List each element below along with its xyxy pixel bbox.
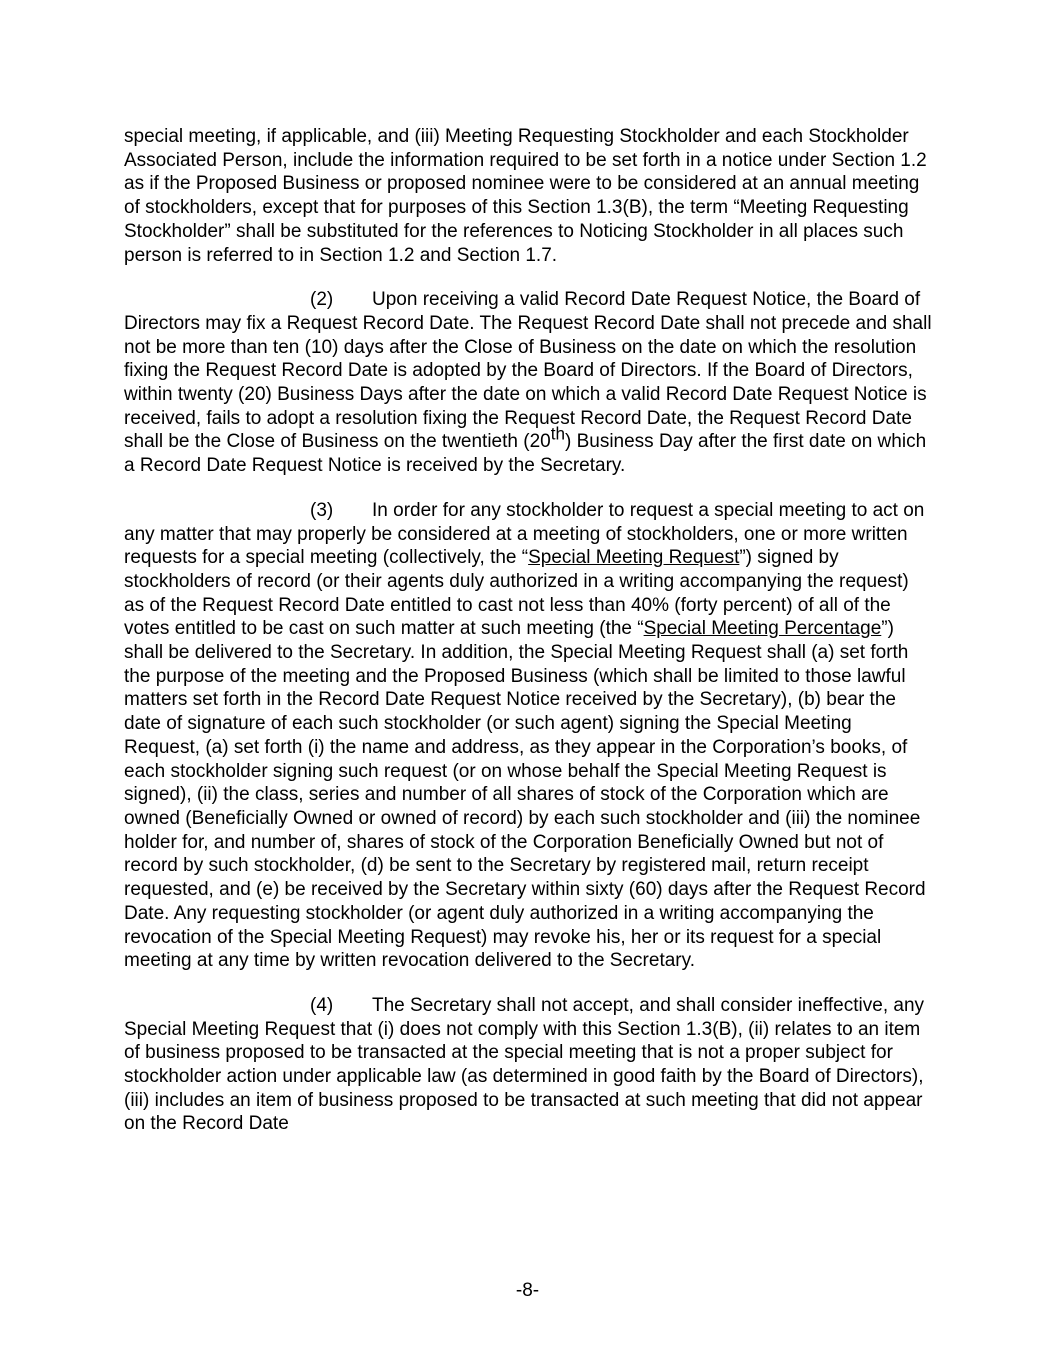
page-number: -8- — [515, 1280, 540, 1301]
paragraph-number: (2) — [310, 289, 334, 311]
paragraph-2 — [124, 288, 932, 478]
paragraph-4 — [124, 994, 932, 1136]
paragraph-number: (4) — [310, 994, 334, 1016]
paragraph-text-end: ) Business Day after the first date on which a Record Date Request Notice is received by the Secretary. — [124, 431, 927, 477]
paragraph-continued — [124, 125, 932, 267]
paragraph-text: ”) signed by stockholders of record (or their agents duly authorized in a writing accompanying the request) as of the Request Record Date entitled to cast not less than 40% (forty percent) of all of the votes entitled to be cast on such matter at such meeting (the “ — [124, 547, 909, 640]
document-body — [124, 125, 932, 1157]
paragraph-text: The Secretary shall not accept, and shall consider ineffective, any Special Meeting Request that (i) does not comply with this Section 1.3(B), (ii) relates to an item of business proposed to be transacted at the special meeting that is not a proper subject for stockholder action under applicable law (as determined in good faith by the Board of Directors), (iii) includes an item of business proposed to be transacted at such meeting that did not appear on the Record Date — [124, 994, 925, 1135]
ordinal-superscript: th — [550, 424, 565, 444]
defined-term-special-meeting-percentage: Special Meeting Percentage — [643, 618, 882, 640]
paragraph-number: (3) — [310, 499, 334, 521]
defined-term-special-meeting-request: Special Meeting Request — [528, 547, 740, 569]
paragraph-3 — [124, 499, 932, 973]
paragraph-text: special meeting, if applicable, and (iii) Meeting Requesting Stockholder and each Stockholder Associated Person, include the information required to be set forth in a notice under Section 1.2 as if the Proposed Business or proposed nominee were to be considered at an annual meeting of stockholders, except that for purposes of this Section 1.3(B), the term “Meeting Requesting Stockholder” shall be substituted for the references to Noticing Stockholder in all places such person is referred to in Section 1.2 and Section 1.7. — [124, 126, 927, 266]
paragraph-text: ”) shall be delivered to the Secretary. In addition, the Special Meeting Request shall (a) set forth the purpose of the meeting and the Proposed Business (which shall be limited to those lawful matters set forth in the Record Date Request Notice received by the Secretary), (b) bear the date of signature of each such stockholder (or such agent) signing the Special Meeting Request, (a) set forth (i) the name and address, as they appear in the Corporation’s books, of each stockholder signing such request (or on whose behalf the Special Meeting Request is signed), (ii) the class, series and number of all shares of stock of the Corporation which are owned (Beneficially Owned or owned of record) by each such stockholder and (iii) the nominee holder for, and number of, shares of stock of the Corporation Beneficially Owned but not of record by such stockholder, (d) be sent to the Secretary by registered mail, return receipt requested, and (e) be received by the Secretary within sixty (60) days after the Request Record Date. Any requesting stockholder (or agent duly authorized in a writing accompanying the revocation of the Special Meeting Request) may revoke his, her or its request for a special meeting at any time by written revocation delivered to the Secretary. — [124, 618, 926, 972]
paragraph-text: Upon receiving a valid Record Date Request Notice, the Board of Directors may fix a Request Record Date. The Request Record Date shall not precede and shall not be more than ten (10) days after the Close of Business on the date on which the resolution fixing the Request Record Date is adopted by the Board of Directors. If the Board of Directors, within twenty (20) Business Days after the date on which a valid Record Date Request Notice is received, fails to adopt a resolution fixing the Request Record Date, the Request Record Date shall be the Close of Business on the twentieth (20 — [124, 289, 932, 453]
paragraph-text: In order for any stockholder to request a special meeting to act on any matter that may properly be considered at a meeting of stockholders, one or more written requests for a special meeting (collectively, the “ — [124, 499, 925, 569]
